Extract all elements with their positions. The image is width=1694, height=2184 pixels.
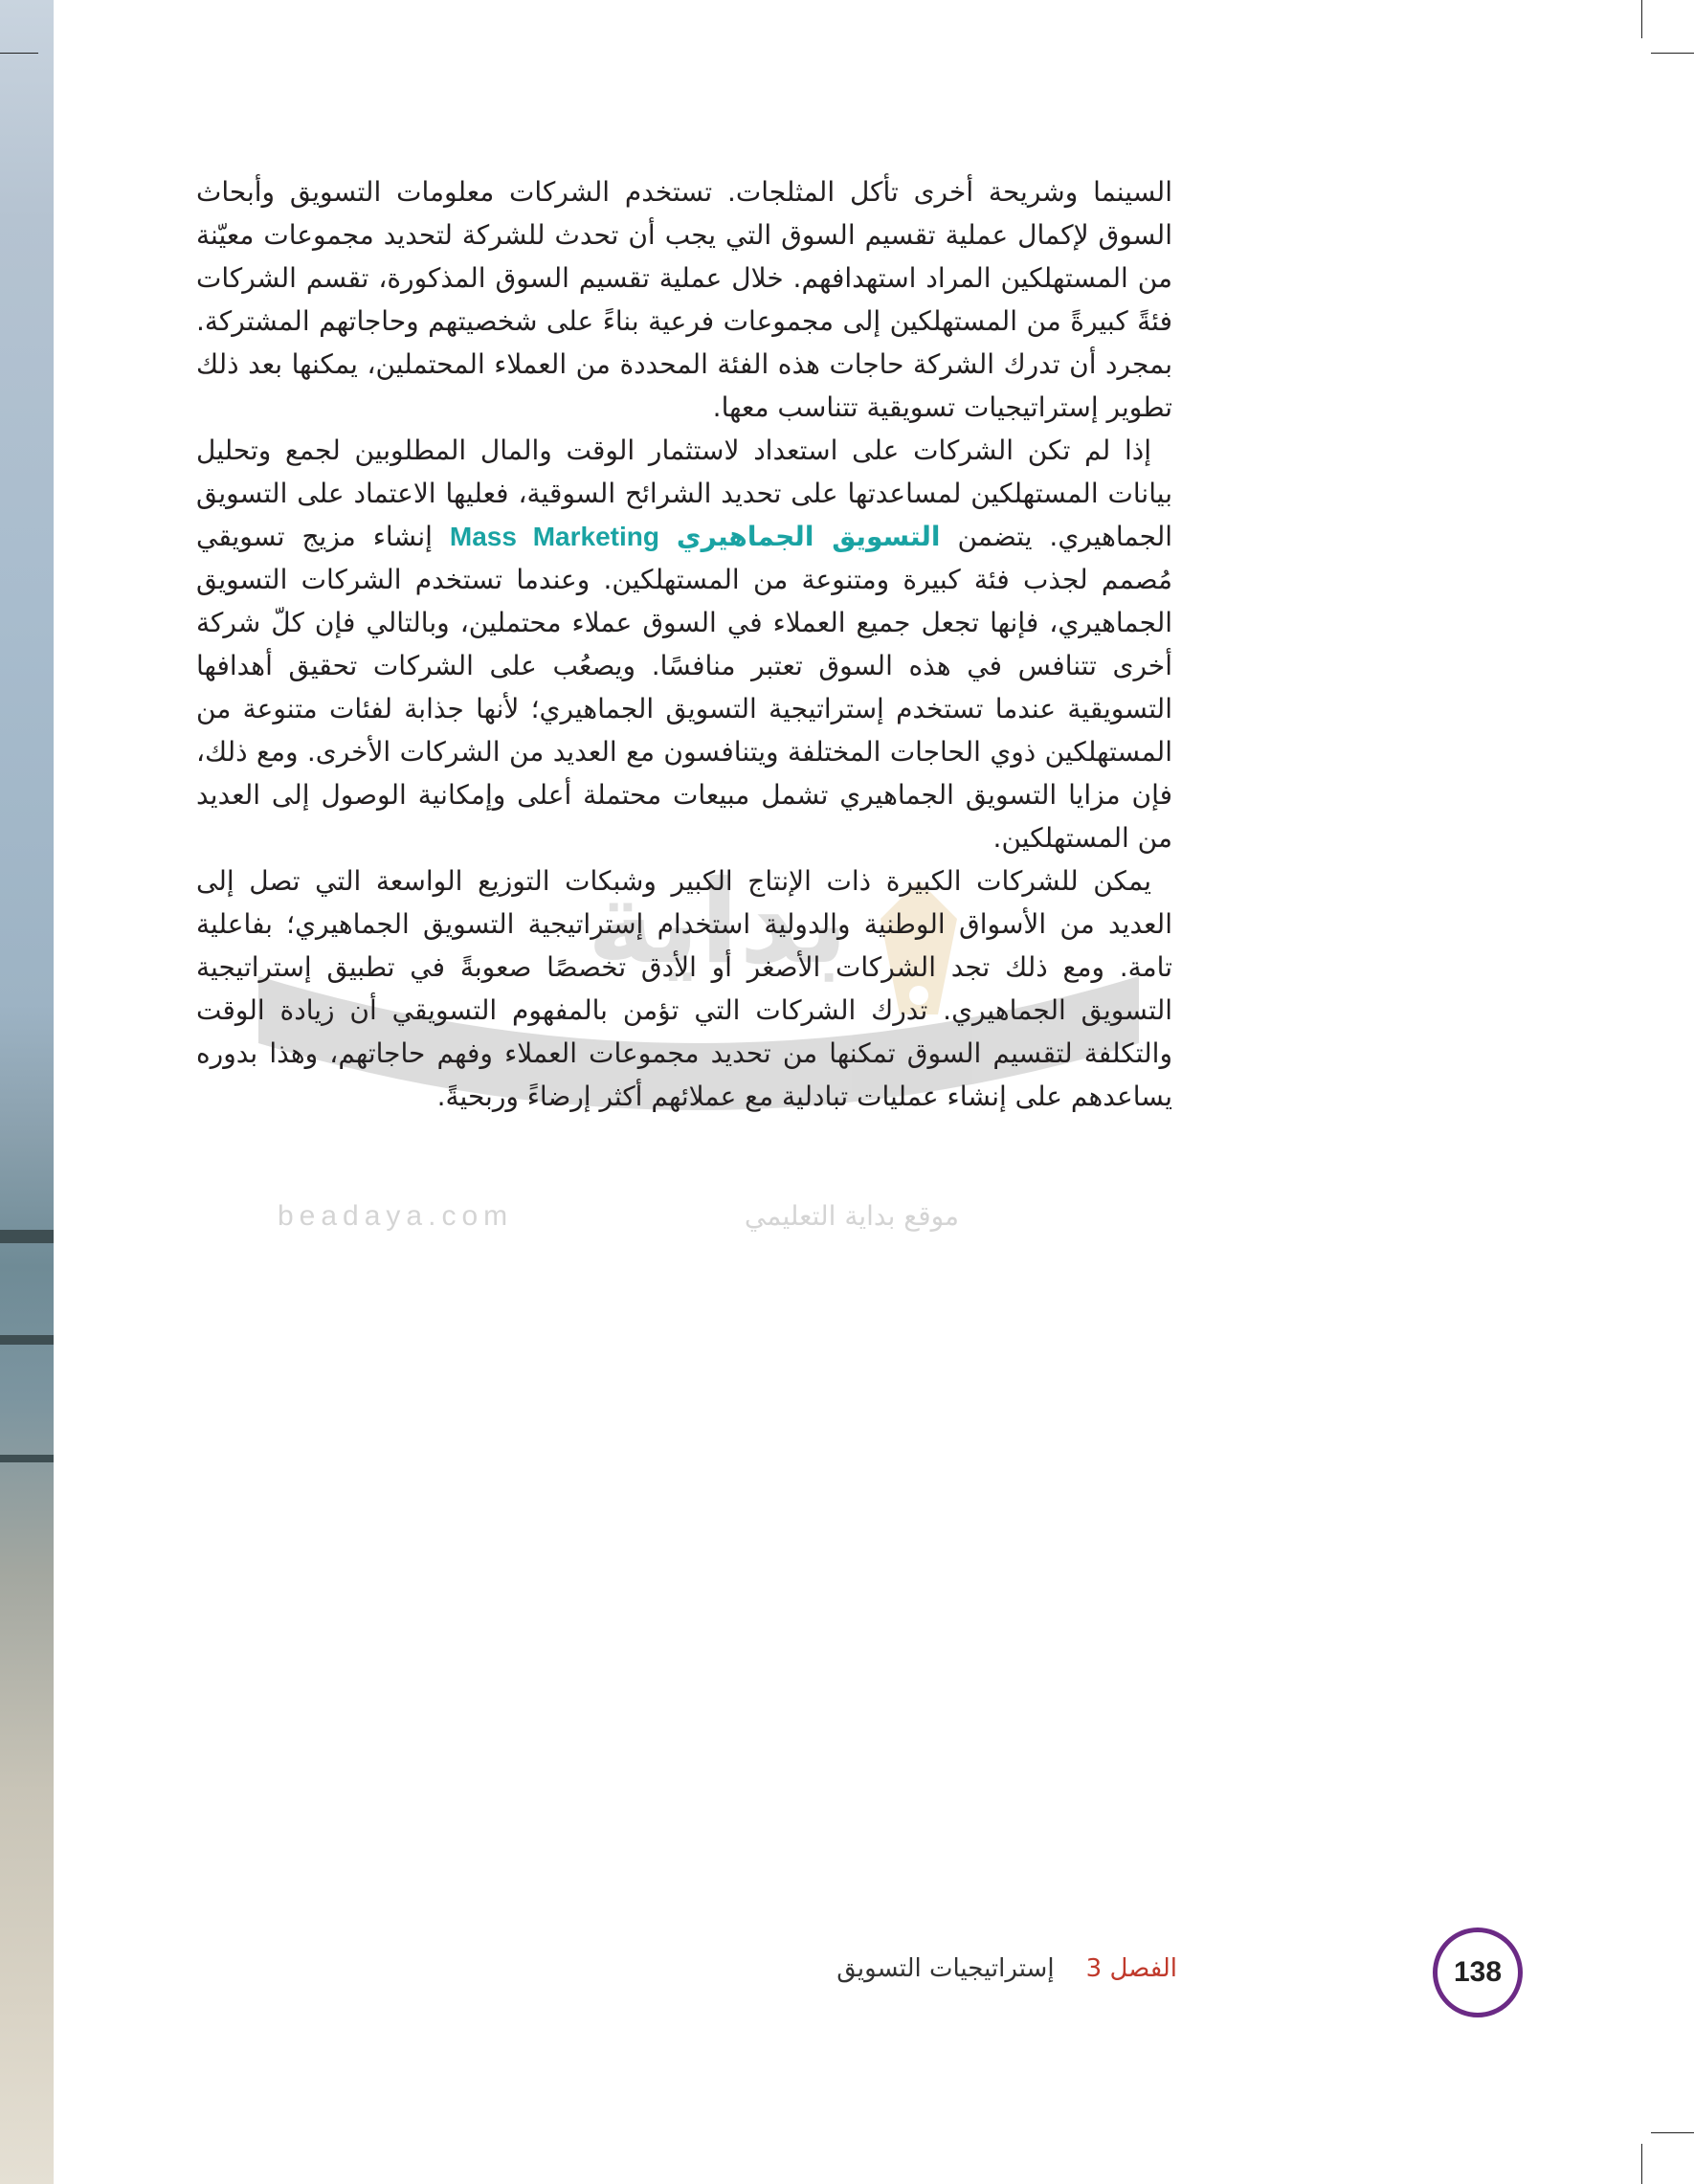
pier-detail [0,1335,54,1345]
page-number: 138 [1433,1928,1523,2017]
paragraph-2-end: إنشاء مزيج تسويقي مُصمم لجذب فئة كبيرة ومتنوعة من المستهلكين. وعندما تستخدم الشركات التسويق الجماهيري، فإنها تجعل جميع العملاء في السوق عملاء محتملين، وبالتالي فإن كلّ شركة أخرى تتنافس في هذه السوق تعتبر منافسًا. ويصعُب على الشركات تحقيق أهدافها التسويقية عندما تستخدم إستراتيجية التسويق الجماهيري؛ لأنها جذابة لفئات متنوعة من المستهلكين ذوي الحاجات المختلفة ويتنافسون مع العديد من الشركات الأخرى. ومع ذلك، فإن مزايا التسويق الجماهيري تشمل مبيعات محتملة أعلى وإمكانية الوصول إلى العديد من المستهلكين. [196,521,1172,854]
paragraph-1: السينما وشريحة أخرى تأكل المثلجات. تستخدم الشركات معلومات التسويق وأبحاث السوق لإكمال عملية تقسيم السوق التي يجب أن تحدث للشركة لتحديد مجموعات معيّنة من المستهلكين المراد استهدافهم. خلال عملية تقسيم السوق المذكورة، تقسم الشركات فئةً كبيرةً من المستهلكين إلى مجموعات فرعية بناءً على شخصيتهم وحاجاتهم المشتركة. بمجرد أن تدرك الشركة حاجات هذه الفئة المحددة من العملاء المحتملين، يمكنها بعد ذلك تطوير إستراتيجيات تسويقية تتناسب معها. [196,176,1172,423]
side-photo-strip [0,0,54,2184]
body-text [196,170,1172,1118]
pier-detail [0,1455,54,1462]
watermark-site: beadaya.com [278,1200,514,1232]
term-mass-marketing-ar: التسويق الجماهيري [676,521,941,552]
paragraph-3: يمكن للشركات الكبيرة ذات الإنتاج الكبير وشبكات التوزيع الواسعة التي تصل إلى العديد من الأسواق الوطنية والدولية استخدام إستراتيجية التسويق الجماهيري؛ بفاعلية تامة. ومع ذلك تجد الشركات الأصغر أو الأدق تخصصًا صعوبةً في تطبيق إستراتيجية التسويق الجماهيري. تدرك الشركات التي تؤمن بالمفهوم التسويقي أن زيادة الوقت والتكلفة لتقسيم السوق تمكنها من تحديد مجموعات العملاء وفهم حاجاتهم، وهذا بدوره يساعدهم على إنشاء عمليات تبادلية مع عملائهم أكثر إرضاءً وربحيةً. [196,865,1172,1112]
term-mass-marketing-en: Mass Marketing [449,522,659,551]
watermark-brand: بداية [587,861,849,990]
crop-mark [0,53,38,54]
pier-detail [0,1230,54,1243]
crop-mark [1641,0,1642,38]
chapter-label: الفصل 3 [1085,1954,1177,1983]
crop-mark [1641,2144,1642,2184]
paragraph-2-start: إذا لم تكن الشركات على استعداد لاستثمار الوقت والمال المطلوبين لجمع وتحليل بيانات المستهلكين لمساعدتها على تحديد الشرائح السوقية، فعليها الاعتماد على التسويق الجماهيري. يتضمن [196,435,1173,552]
crop-mark [1651,53,1694,54]
crop-mark [1651,2132,1694,2133]
watermark-tagline: موقع بداية التعليمي [744,1200,960,1232]
paragraph-2 [196,429,1172,859]
chapter-footer [747,1954,1177,1993]
chapter-title: إستراتيجيات التسويق [836,1954,1055,1983]
